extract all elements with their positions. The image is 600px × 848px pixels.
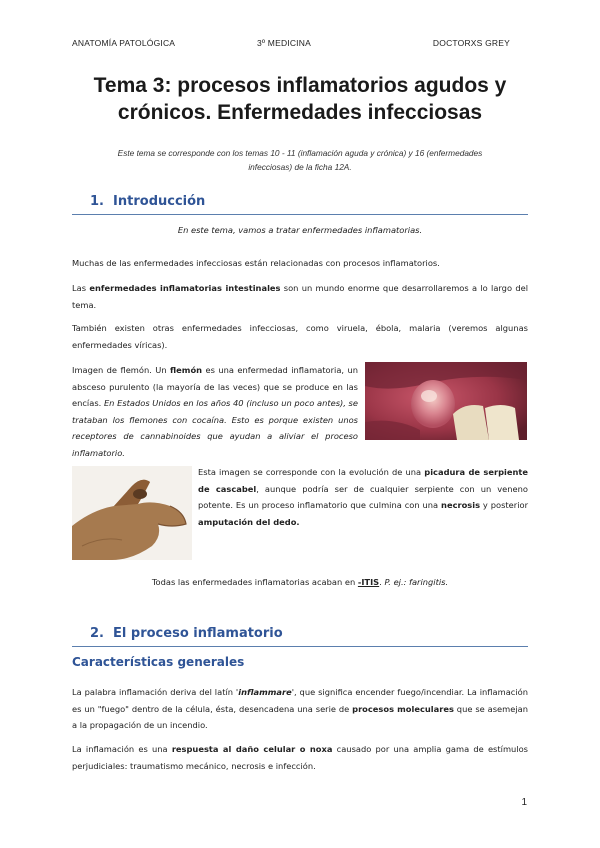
section-heading-text xyxy=(90,626,283,641)
flemon-gum-photo xyxy=(365,362,527,440)
italic-example: P. ej.: faringitis. xyxy=(384,577,449,587)
section-title: El proceso inflamatorio xyxy=(113,626,283,641)
latin-term: inflammare xyxy=(238,687,292,697)
header-author: DOCTORXS GREY xyxy=(432,38,510,48)
paragraph-serpiente: Esta imagen se corresponde con la evolución de una picadura de serpiente de cascabel, aunque podría ser de cualquier serpiente con un veneno potente. Es un proceso inflamatorio que culmina con una necrosis y posterior amputación del dedo. xyxy=(198,467,529,527)
bold-term: flemón xyxy=(170,365,203,375)
paragraph-inflammare: La palabra inflamación deriva del latín 'inflammare', que significa encender fuego/incendiar. La inflamación es un "fuego" dentro de la célula, ésta, desencadena una serie de procesos moleculares que se asemejan a la propagación de un incendio. xyxy=(72,687,528,730)
section-number: 2. xyxy=(90,626,104,641)
paragraph-respuesta-dano: La inflamación es una respuesta al daño celular o noxa causado por una amplia gama de estímulos perjudiciales: traumatismo mecánico, necrosis e infección. xyxy=(72,744,528,771)
bold-term: enfermedades inflamatorias intestinales xyxy=(89,283,281,293)
title-line-1: Tema 3: procesos inflamatorios agudos y xyxy=(93,74,507,97)
snake-bite-hand-photo xyxy=(72,466,192,560)
page-header xyxy=(72,38,528,52)
header-course: 3º MEDICINA xyxy=(257,38,311,48)
bold-term: amputación del dedo. xyxy=(198,516,300,527)
section-heading-text xyxy=(90,194,205,209)
bold-term: procesos moleculares xyxy=(352,703,454,714)
document-title xyxy=(50,72,550,126)
paragraph-flemon: Imagen de flemón. Un flemón es una enfermedad inflamatoria, un absceso purulento (la mayoría de las veces) que se produce en las encías. En Estados Unidos en los años 40 (incluso un poco antes), se trataban los flemones con cocaína. Esto es porque existen unos receptores de cannabinoides que ayudan a aliviar el proceso inflamatorio. xyxy=(72,365,358,458)
paragraph-infecciosas: Muchas de las enfermedades infecciosas están relacionadas con procesos inflamatorios. xyxy=(72,258,440,268)
bold-term: necrosis xyxy=(441,500,481,510)
section-number: 1. xyxy=(90,194,104,209)
paragraph-intestinales: Las enfermedades inflamatorias intestinales son un mundo enorme que desarrollaremos a lo largo del tema. xyxy=(72,283,528,310)
paragraph-itis: Todas las enfermedades inflamatorias acaban en -ITIS. P. ej.: faringitis. xyxy=(151,577,449,587)
bold-term: picadura de serpiente de cascabel xyxy=(198,467,529,494)
section-title: Introducción xyxy=(113,194,206,209)
section-heading-proceso-inflamatorio xyxy=(72,624,528,647)
paragraph-otras-enfermedades: También existen otras enfermedades infecciosas, como viruela, ébola, malaria (veremos algunas enfermedades víricas). xyxy=(72,323,528,350)
title-line-2: crónicos. Enfermedades infecciosas xyxy=(117,101,483,124)
header-subject: ANATOMÍA PATOLÓGICA xyxy=(72,38,176,48)
subheading-caracteristicas: Características generales xyxy=(72,655,245,669)
itis-suffix: -ITIS xyxy=(357,577,380,587)
subtitle-line-2: infecciosas) de la ficha 12A. xyxy=(248,162,352,172)
intro-italic-text: En este tema, vamos a tratar enfermedades inflamatorias. xyxy=(177,225,423,235)
bold-term: respuesta al daño celular o noxa xyxy=(171,744,333,754)
document-subtitle xyxy=(72,146,528,174)
page-number: 1 xyxy=(521,797,527,808)
italic-note: En Estados Unidos en los años 40 (incluso un poco antes), se trataban los flemones con cocaína. Esto es porque existen unos receptores de cannabinoides que ayudan a aliviar el proceso inflamatorio. xyxy=(72,398,358,458)
section-heading-introduccion xyxy=(72,192,528,215)
subtitle-line-1: Este tema se corresponde con los temas 10 - 11 (inflamación aguda y crónica) y 16 (enfermedades xyxy=(117,148,483,158)
